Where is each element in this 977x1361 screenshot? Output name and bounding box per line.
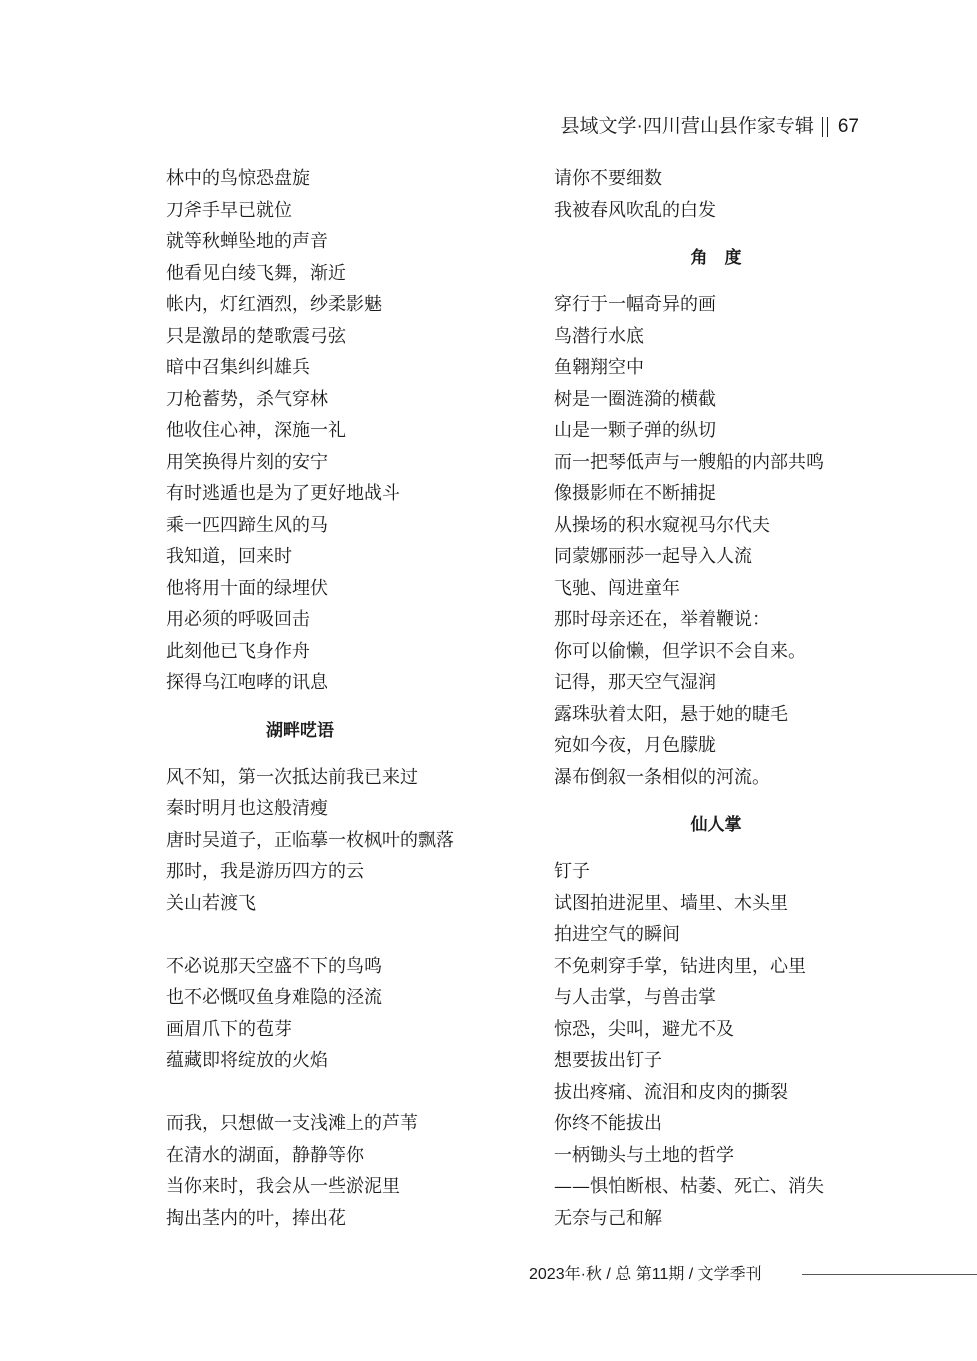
footer-rule [802,1274,977,1275]
poem-2-stanza-3 [166,1108,536,1234]
right-column [554,163,954,1234]
poem-1-body [166,163,536,699]
poem-line: 从操场的积水窥视马尔代夫 [554,514,770,536]
poem-2-stanza-2 [166,951,536,1077]
poem-line: 飞驰、闯进童年 [554,577,680,599]
poem-line: 画眉爪下的苞芽 [166,1018,292,1040]
running-header [561,113,859,141]
poem-line: 也不必慨叹鱼身难隐的泾流 [166,987,382,1008]
poem-title-hupan-yiyu: 湖畔呓语 [266,720,334,740]
poem-line: 此刻他已飞身作舟 [166,640,310,662]
issue-info: 2023年·秋 / 总 第11期 / 文学季刊 [529,1266,762,1283]
poem-line: 你终不能拔出 [554,1113,662,1134]
poem-line: 林中的鸟惊恐盘旋 [166,168,310,189]
poem-line: 我知道，回来时 [166,546,292,567]
poem-line: 刀枪蓄势，杀气穿林 [166,388,328,410]
poem-line: 山是一颗子弹的纵切 [554,420,716,441]
poem-line: 拔出疼痛、流泪和皮肉的撕裂 [554,1081,788,1103]
poem-line: 在清水的湖面，静静等你 [166,1144,364,1166]
poem-line: 我被春风吹乱的白发 [554,199,716,221]
poem-line: 有时逃遁也是为了更好地战斗 [166,483,400,504]
poem-line: 树是一圈涟漪的横截 [554,388,716,410]
poem-3-body [554,289,954,793]
stanza-break [166,1077,536,1109]
poem-line: 瀑布倒叙一条相似的河流。 [554,766,770,788]
poem-title-xianrenzhang: 仙人掌 [690,815,742,834]
poem-line: 当你来时，我会从一些淤泥里 [166,1176,400,1197]
poem-line: 而一把琴低声与一艘船的内部共鸣 [554,451,824,473]
poem-line: 就等秋蝉坠地的声音 [166,231,328,252]
poem-line: 蕴藏即将绽放的火焰 [166,1050,328,1071]
poem-line: ——惧怕断根、枯萎、死亡、消失 [554,1176,824,1197]
poem-line: 帐内，灯红酒烈，纱柔影魅 [166,294,382,315]
poem-line: 乘一匹四蹄生风的马 [166,514,328,536]
poem-line: 他看见白绫飞舞，渐近 [166,262,346,284]
poem-line: 不必说那天空盛不下的鸟鸣 [166,955,382,977]
poem-line: 秦时明月也这般清瘦 [166,798,328,819]
poem-line: 露珠驮着太阳，悬于她的睫毛 [554,703,788,725]
poem-line: 宛如今夜，月色朦胧 [554,735,716,756]
poem-line: 想要拔出钉子 [554,1050,662,1071]
poem-line: 唐时吴道子，正临摹一枚枫叶的飘落 [166,829,454,851]
left-column [166,163,536,1234]
running-footer [0,1262,977,1288]
page-number: 67 [837,116,859,137]
poem-line: 用笑换得片刻的安宁 [166,451,328,473]
poem-line: 那时母亲还在，举着鞭说： [554,609,770,630]
poem-line: 暗中召集纠纠雄兵 [166,357,310,378]
poem-line: 像摄影师在不断捕捉 [554,483,716,504]
poem-line: 不免刺穿手掌，钻进肉里，心里 [554,955,806,977]
poem-line: 风不知，第一次抵达前我已来过 [166,766,418,788]
poem-line: 拍进空气的瞬间 [554,924,680,945]
poem-line: 与人击掌，与兽击掌 [554,987,716,1008]
poem-line: 而我，只想做一支浅滩上的芦苇 [166,1113,418,1134]
poem-line: 只是激昂的楚歌震弓弦 [166,325,346,347]
poem-4-body [554,856,954,1234]
poem-line: 试图拍进泥里、墙里、木头里 [554,892,788,914]
poem-line: 你可以偷懒，但学识不会自来。 [554,640,806,662]
poem-title-jiaodu: 角 度 [690,248,742,267]
journal-section-title: 县域文学·四川营山县作家专辑 [560,116,814,137]
poem-line: 鸟潜行水底 [554,325,644,347]
stanza-break [166,919,536,951]
poem-line: 用必须的呼吸回击 [166,609,310,630]
poem-line: 请你不要细数 [554,168,662,189]
poem-line: 同蒙娜丽莎一起导入人流 [554,546,752,567]
poem-line: 他收住心神，深施一礼 [166,420,346,441]
poem-line: 那时，我是游历四方的云 [166,861,364,882]
poem-line: 一柄锄头与土地的哲学 [554,1144,734,1166]
header-double-bar-divider [822,117,828,137]
poem-line: 惊恐，尖叫，避尤不及 [554,1018,734,1040]
poem-line: 关山若渡飞 [166,892,256,914]
poem-line: 掏出茎内的叶，捧出花 [166,1207,346,1229]
poem-line: 穿行于一幅奇异的画 [554,294,716,315]
poem-line: 鱼翱翔空中 [554,357,644,378]
poem-continued-lines [554,163,954,226]
poem-line: 他将用十面的绿埋伏 [166,577,328,599]
poem-2-stanza-1 [166,762,536,920]
poem-line: 探得乌江咆哮的讯息 [166,672,328,693]
poem-line: 刀斧手早已就位 [166,199,292,221]
poem-line: 无奈与己和解 [554,1207,662,1229]
poem-line: 钉子 [554,861,590,882]
poem-line: 记得，那天空气湿润 [554,672,716,693]
